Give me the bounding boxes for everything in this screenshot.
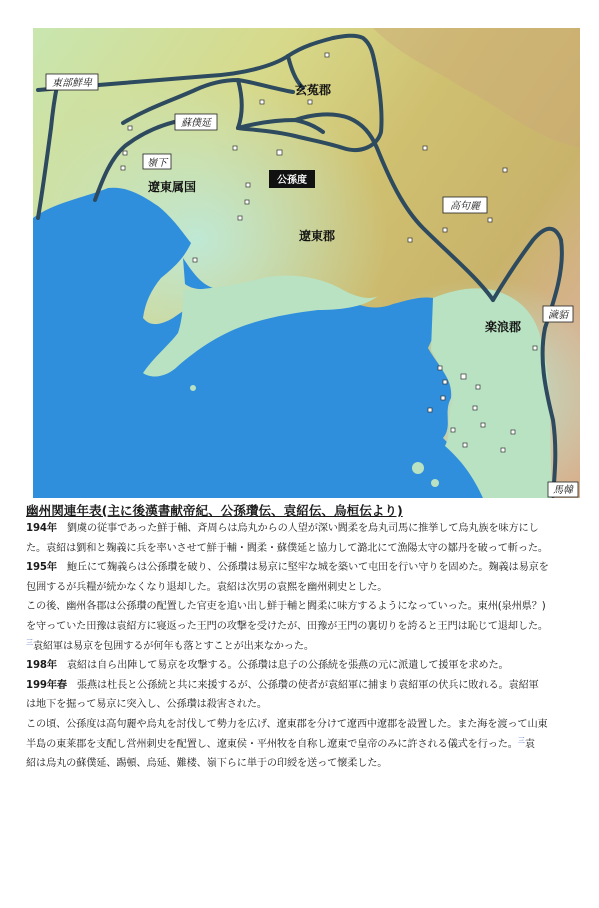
liaodong-region-map — [33, 28, 580, 498]
label-mahan: 馬韓 — [553, 485, 573, 496]
label-liaodong-shuguo: 遼東属国 — [148, 180, 197, 194]
timeline-year: 199年春 — [26, 679, 67, 691]
timeline-text: この後、幽州各郡は公孫瓚の配置した官吏を追い出し鮮于輔と閻柔に味方するようになっていった。東州(泉州県？) — [26, 601, 546, 613]
timeline-text: た。袁紹は劉和と麹義に兵を率いさせて鮮于輔・閻柔・蘇僕延と協力して潞北にて漁陽太守の鄒丹を破って斬った。 — [26, 542, 548, 554]
timeline-text: 紹は烏丸の蘇僕延、踢頓、烏延、難楼、嶺下らに単于の印綬を送って懐柔した。 — [26, 758, 388, 770]
label-nanxia: 嶺下 — [147, 158, 167, 169]
timeline-line — [26, 735, 586, 755]
timeline-text: を守っていた田豫は袁紹方に寝返った王門の攻撃を受けたが、田豫が王門の裏切りを誇ると王門は恥じて退却した。 — [26, 620, 548, 632]
island — [190, 385, 196, 391]
timeline-text: 劉虞の従事であった鮮于輔、斉周らは烏丸からの人望が深い閻柔を烏丸司馬に推挙して烏丸族を味方にし — [56, 523, 539, 534]
label-xuantu: 玄菟郡 — [295, 83, 332, 97]
timeline-line — [26, 519, 586, 539]
timeline-text: は地下を掘って易京に突入し、公孫瓚は殺害された。 — [26, 699, 267, 711]
label-lelang: 楽浪郡 — [485, 320, 522, 334]
timeline-line — [26, 695, 586, 715]
timeline-text: 袁 — [524, 738, 535, 750]
label-donghu-xianbei: 東部鮮卑 — [52, 78, 92, 89]
timeline-line — [26, 617, 586, 637]
timeline-line — [26, 656, 586, 676]
timeline-line — [26, 637, 586, 657]
label-gongsun-du: 公孫度 — [277, 175, 307, 186]
label-subuyan: 蘇僕延 — [181, 118, 211, 129]
article-title: 幽州関連年表(主に後漢書献帝紀、公孫瓚伝、袁紹伝、烏桓伝より) — [26, 503, 403, 518]
footnote-ref[interactable]: 三 — [26, 638, 33, 647]
timeline-text: 袁紹は自ら出陣して易京を攻撃する。公孫瓚は息子の公孫続を張燕の元に派遣して援軍を求めた。 — [56, 660, 509, 672]
island — [412, 462, 424, 474]
timeline-text: 半島の東莱郡を支配し営州刺史を配置し、遼東侯・平州牧を自称し遼東で皇帝のみに許される儀式を行った。 — [26, 738, 518, 750]
label-ye: 濊貊 — [548, 310, 568, 321]
label-liaodong: 遼東郡 — [299, 229, 336, 243]
timeline-line — [26, 539, 586, 559]
timeline-line — [26, 754, 586, 774]
label-goguryeo: 高句麗 — [450, 201, 480, 212]
timeline-year: 195年 — [26, 562, 57, 574]
timeline-line — [26, 676, 586, 696]
timeline-line — [26, 597, 586, 617]
timeline-text: この頃、公孫度は高句麗や烏丸を討伐して勢力を広げ、遼東郡を分けて遼西中遼郡を設置した。また海を渡って山東 — [26, 718, 548, 730]
article-body — [26, 519, 586, 774]
timeline-year: 194年 — [26, 523, 57, 534]
timeline-line — [26, 558, 586, 578]
timeline-line — [26, 715, 586, 735]
footnote-ref[interactable]: 三 — [517, 736, 525, 745]
island — [431, 479, 439, 487]
timeline-line — [26, 578, 586, 598]
timeline-text: 張燕は杜長と公孫続と共に来援するが、公孫瓚の使者が袁紹軍に捕まり袁紹軍の伏兵に敗れる。袁紹軍 — [66, 679, 539, 691]
timeline-year: 198年 — [26, 660, 57, 672]
timeline-text: 鮑丘にて麹義らは公孫瓚を破り、公孫瓚は易京に堅牢な城を築いて屯田を行い守りを固めた。麹義は易京を — [56, 562, 549, 574]
timeline-text: 包囲するが兵糧が続かなくなり退却した。袁紹は次男の袁熙を幽州刺史とした。 — [26, 581, 388, 593]
timeline-text: 袁紹軍は易京を包囲するが何年も落とすことが出来なかった。 — [32, 640, 314, 652]
